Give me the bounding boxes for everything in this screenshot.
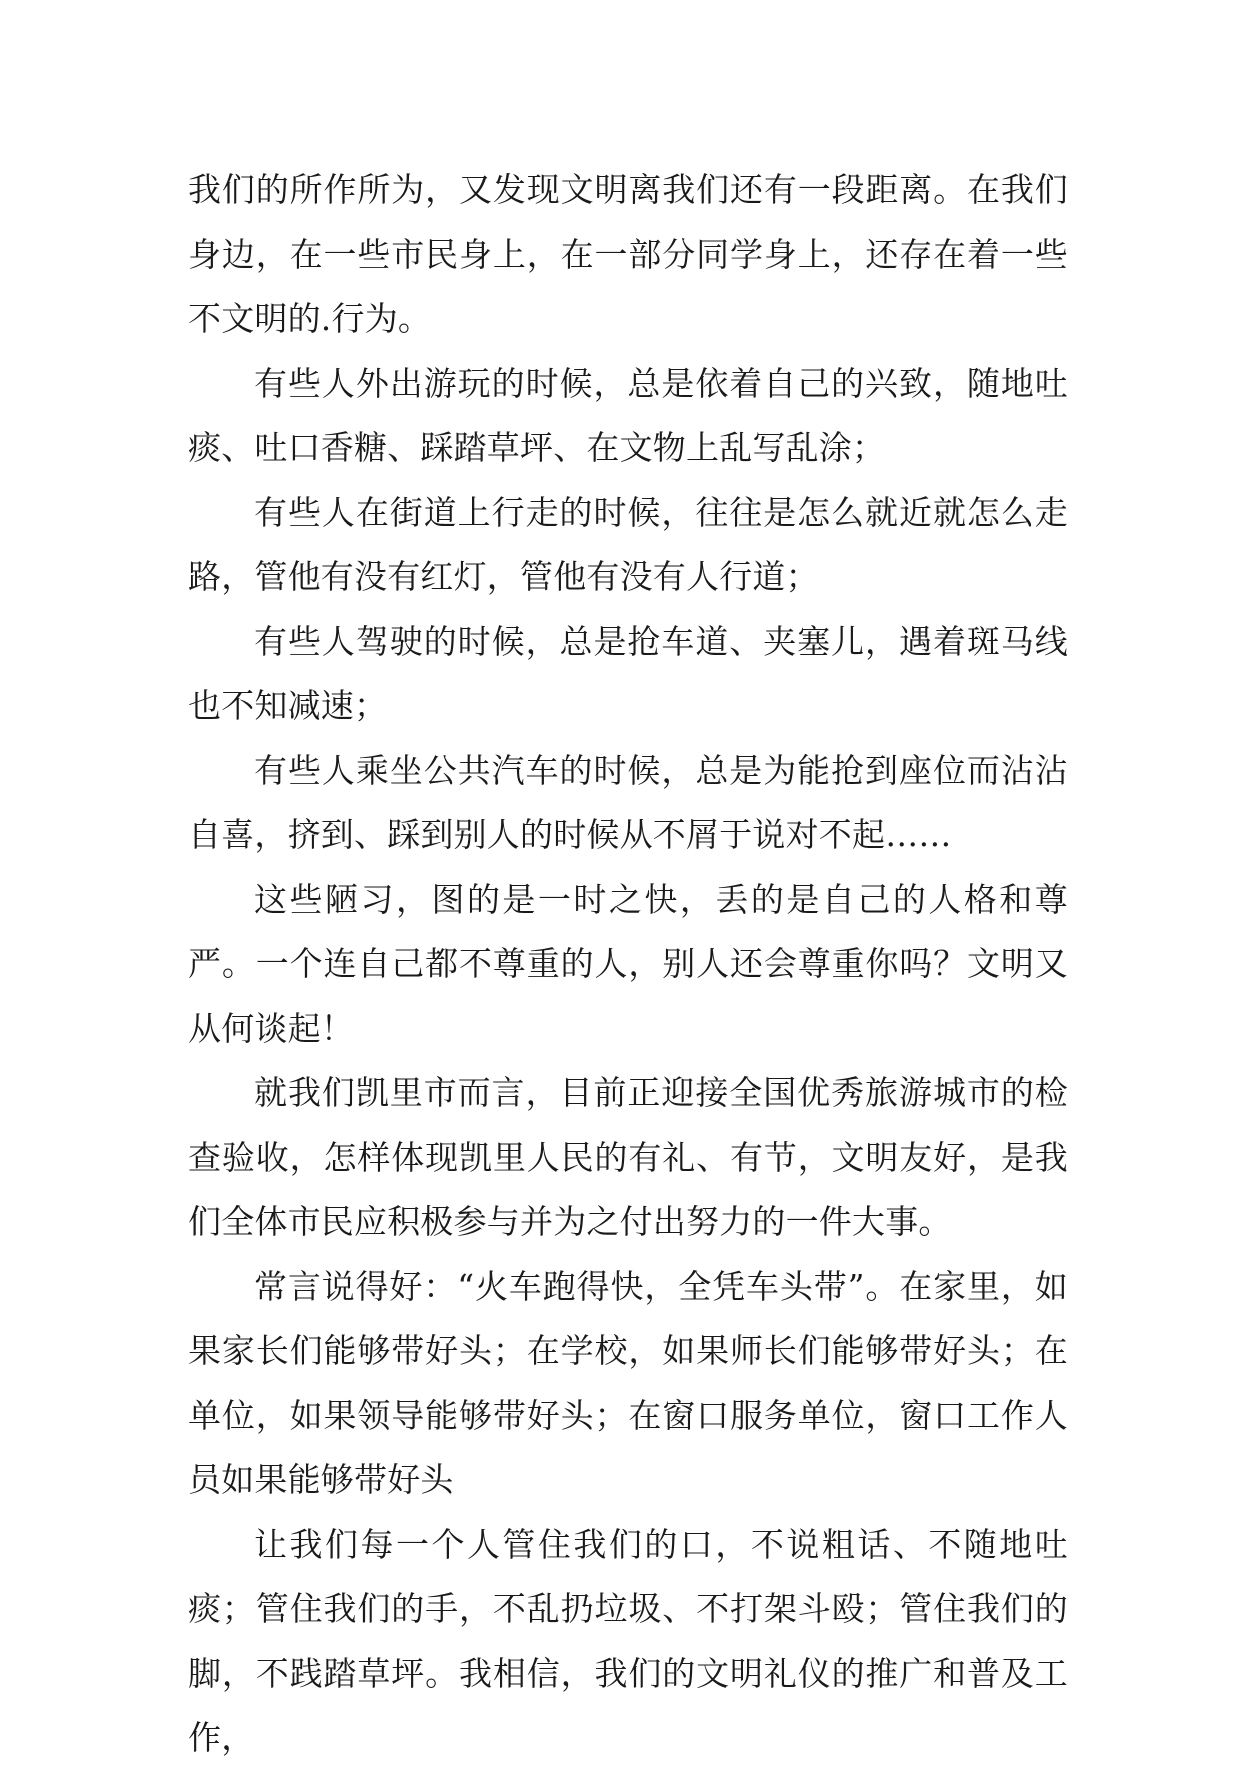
- document-body: [188, 158, 1068, 1771]
- paragraph-2: 有些人外出游玩的时候，总是依着自己的兴致，随地吐痰、吐口香糖、踩踏草坪、在文物上乱写乱涂；: [188, 363, 1068, 467]
- paragraph-8: 常言说得好：“火车跑得快，全凭车头带”。在家里，如果家长们能够带好头；在学校，如果师长们能够带好头；在单位，如果领导能够带好头；在窗口服务单位，窗口工作人员如果能够带好头: [188, 1266, 1068, 1499]
- paragraph-4: 有些人驾驶的时候，总是抢车道、夹塞儿，遇着斑马线也不知减速；: [188, 621, 1068, 725]
- paragraph-6: 这些陋习，图的是一时之快，丢的是自己的人格和尊严。一个连自己都不尊重的人，别人还会尊重你吗？文明又从何谈起！: [188, 879, 1068, 1048]
- paragraph-5: 有些人乘坐公共汽车的时候，总是为能抢到座位而沾沾自喜，挤到、踩到别人的时候从不屑于说对不起……: [188, 750, 1068, 854]
- paragraph-9: 让我们每一个人管住我们的口，不说粗话、不随地吐痰；管住我们的手，不乱扔垃圾、不打架斗殴；管住我们的脚，不践踏草坪。我相信，我们的文明礼仪的推广和普及工作，: [188, 1524, 1068, 1757]
- paragraph-7: 就我们凯里市而言，目前正迎接全国优秀旅游城市的检查验收，怎样体现凯里人民的有礼、有节，文明友好，是我们全体市民应积极参与并为之付出努力的一件大事。: [188, 1073, 1068, 1241]
- paragraph-1: 我们的所作所为，又发现文明离我们还有一段距离。在我们身边，在一些市民身上，在一部分同学身上，还存在着一些不文明的.行为。: [188, 170, 1068, 338]
- paragraph-3: 有些人在街道上行走的时候，往往是怎么就近就怎么走路，管他有没有红灯，管他有没有人行道；: [188, 492, 1068, 596]
